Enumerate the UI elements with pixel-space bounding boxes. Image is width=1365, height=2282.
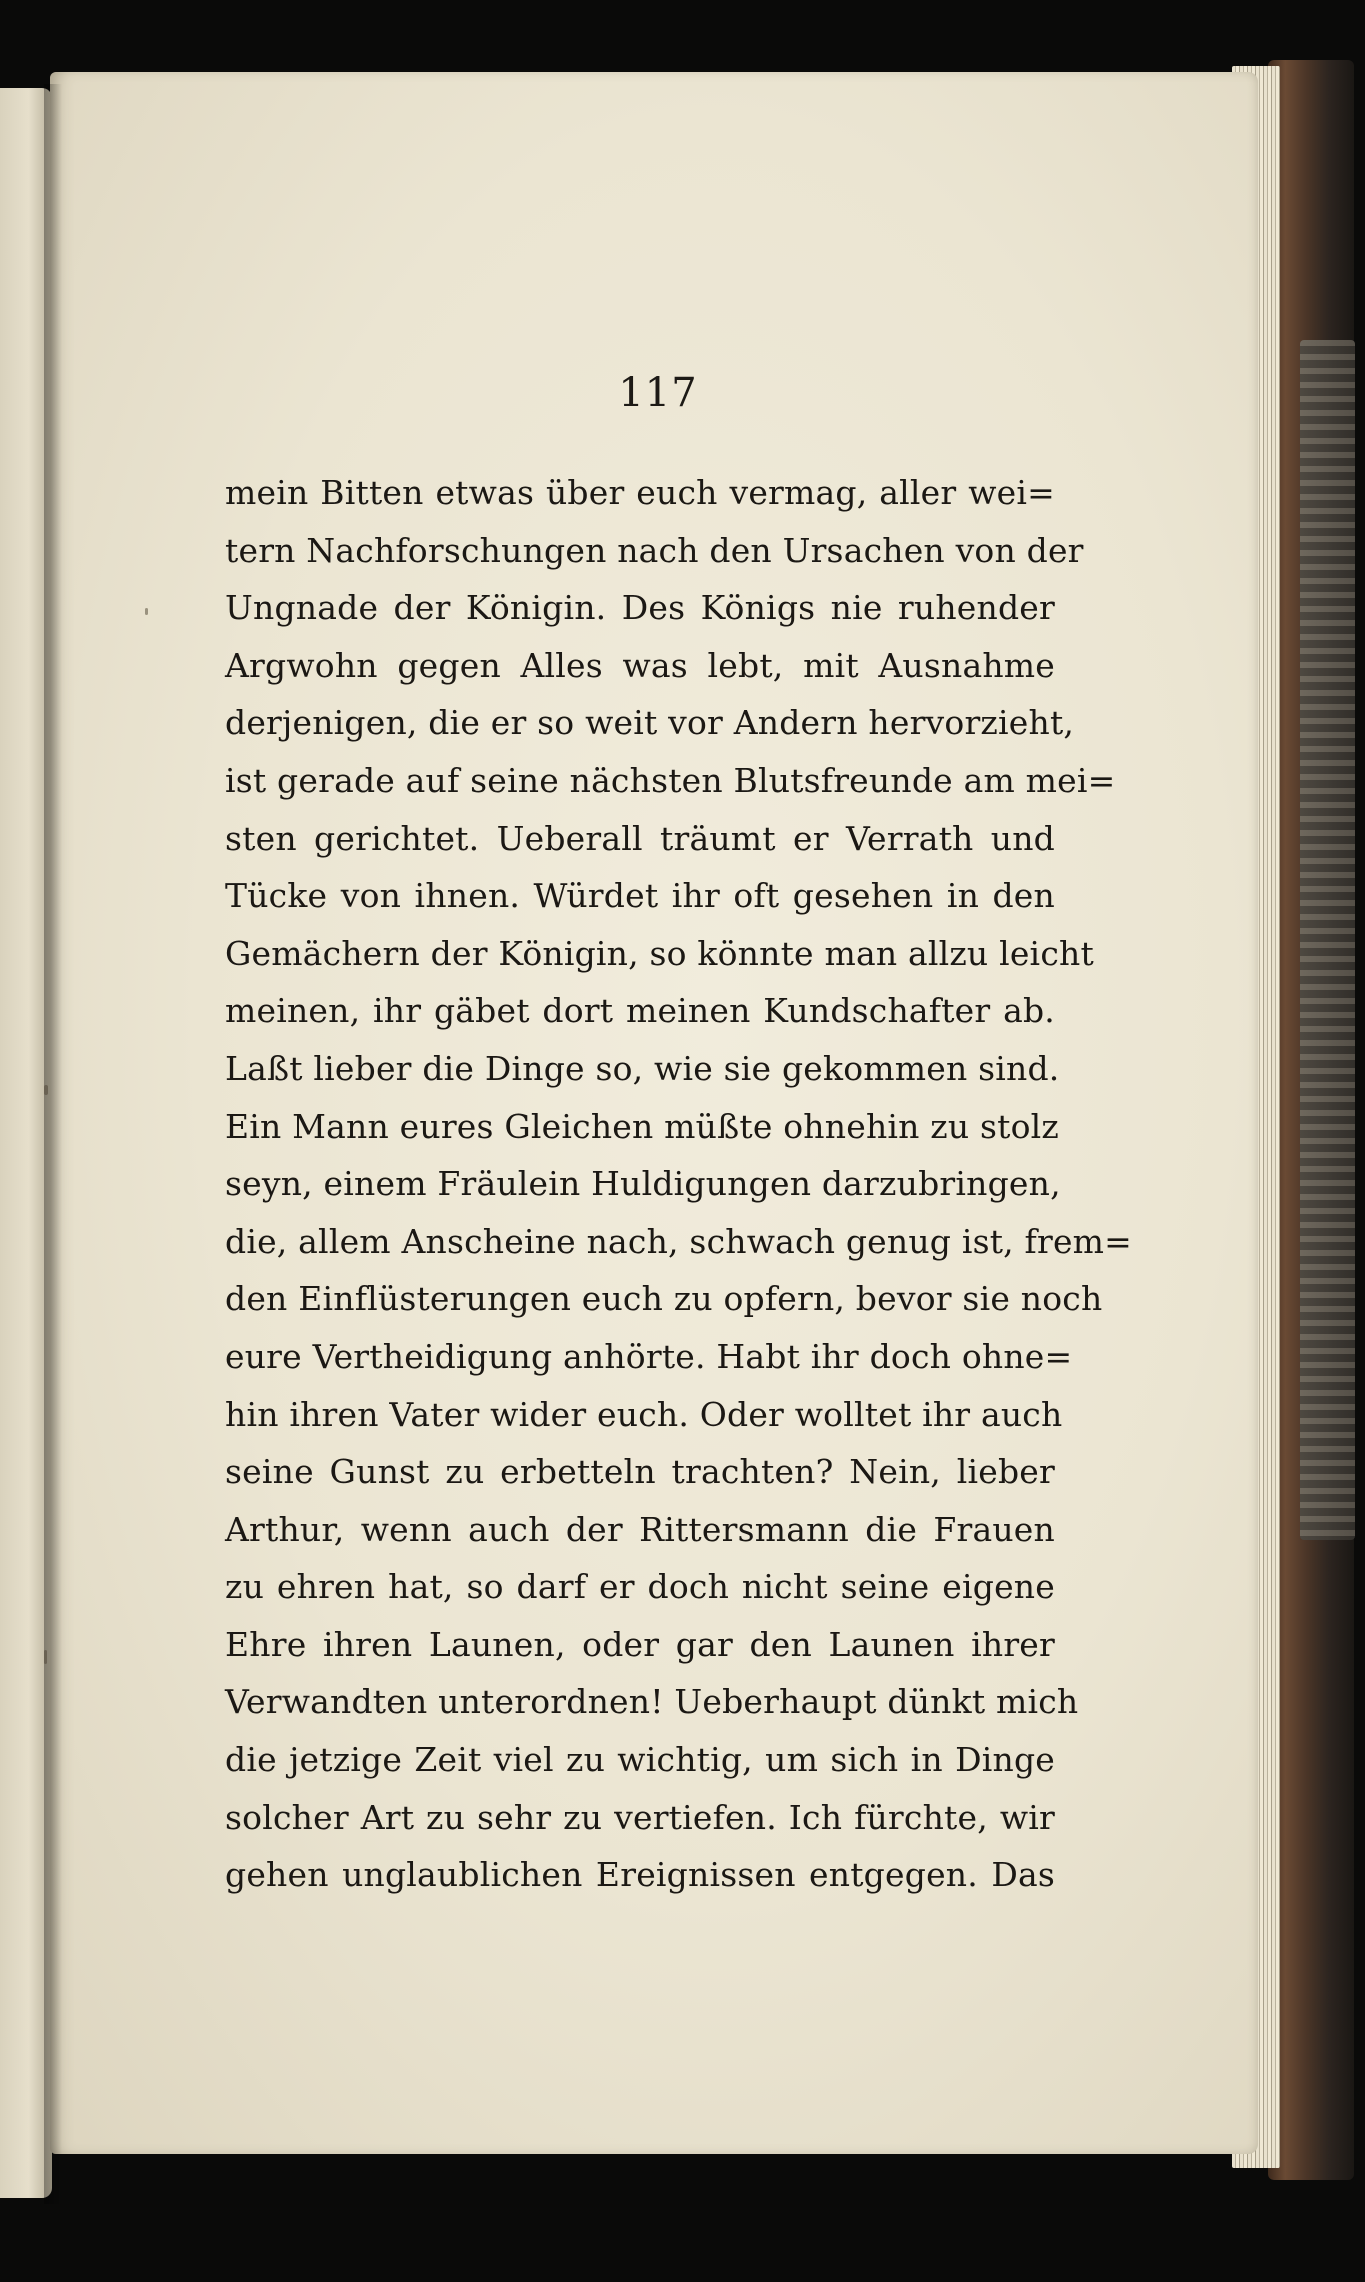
text-line: Arthur, wenn auch der Rittersmann die Frauen [225, 1509, 1055, 1549]
text-line: tern Nachforschungen nach den Ursachen von der [225, 530, 1084, 570]
text-line: ist gerade auf seine nächsten Blutsfreunde am mei= [225, 760, 1116, 800]
cover-binding-texture [1300, 340, 1355, 1540]
text-line: solcher Art zu sehr zu vertiefen. Ich fürchte, wir [225, 1797, 1055, 1837]
text-line: den Einflüsterungen euch zu opfern, bevor sie noch [225, 1279, 1103, 1319]
page-number: 117 [618, 370, 698, 416]
book-page [50, 72, 1258, 2154]
text-line: meinen, ihr gäbet dort meinen Kundschafter ab. [225, 991, 1055, 1031]
text-line: seyn, einem Fräulein Huldigungen darzubringen, [225, 1164, 1061, 1204]
text-line: Argwohn gegen Alles was lebt, mit Ausnahme [225, 645, 1055, 685]
text-line: mein Bitten etwas über euch vermag, aller wei= [225, 473, 1055, 512]
text-line: die, allem Anscheine nach, schwach genug ist, frem= [225, 1221, 1133, 1261]
text-line: derjenigen, die er so weit vor Andern hervorzieht, [225, 703, 1075, 743]
text-line: seine Gunst zu erbetteln trachten? Nein, lieber [225, 1452, 1055, 1492]
text-line: zu ehren hat, so darf er doch nicht seine eigene [225, 1567, 1055, 1607]
page-text-block [225, 464, 1133, 1904]
text-line: gehen unglaublichen Ereignissen entgegen. Das [225, 1855, 1055, 1895]
text-line: die jetzige Zeit viel zu wichtig, um sich in Dinge [225, 1740, 1055, 1780]
paper-speck [145, 608, 148, 615]
text-line: Laßt lieber die Dinge so, wie sie gekommen sind. [225, 1048, 1060, 1088]
text-line: Ungnade der Königin. Des Königs nie ruhender [225, 588, 1055, 628]
text-line: Verwandten unterordnen! Ueberhaupt dünkt mich [225, 1682, 1079, 1722]
text-line: Ehre ihren Launen, oder gar den Launen ihrer [225, 1624, 1055, 1664]
text-line: Gemächern der Königin, so könnte man allzu leicht [225, 933, 1094, 973]
text-line: eure Vertheidigung anhörte. Habt ihr doch ohne= [225, 1336, 1073, 1376]
text-line: Tücke von ihnen. Würdet ihr oft gesehen in den [225, 876, 1055, 916]
gutter-shadow [44, 84, 62, 2204]
text-line: hin ihren Vater wider euch. Oder wolltet ihr auch [225, 1394, 1063, 1434]
paper-speck [44, 1650, 47, 1664]
text-line: Ein Mann eures Gleichen müßte ohnehin zu stolz [225, 1106, 1060, 1146]
text-line: sten gerichtet. Ueberall träumt er Verrath und [225, 818, 1055, 858]
paper-speck [44, 1085, 48, 1095]
